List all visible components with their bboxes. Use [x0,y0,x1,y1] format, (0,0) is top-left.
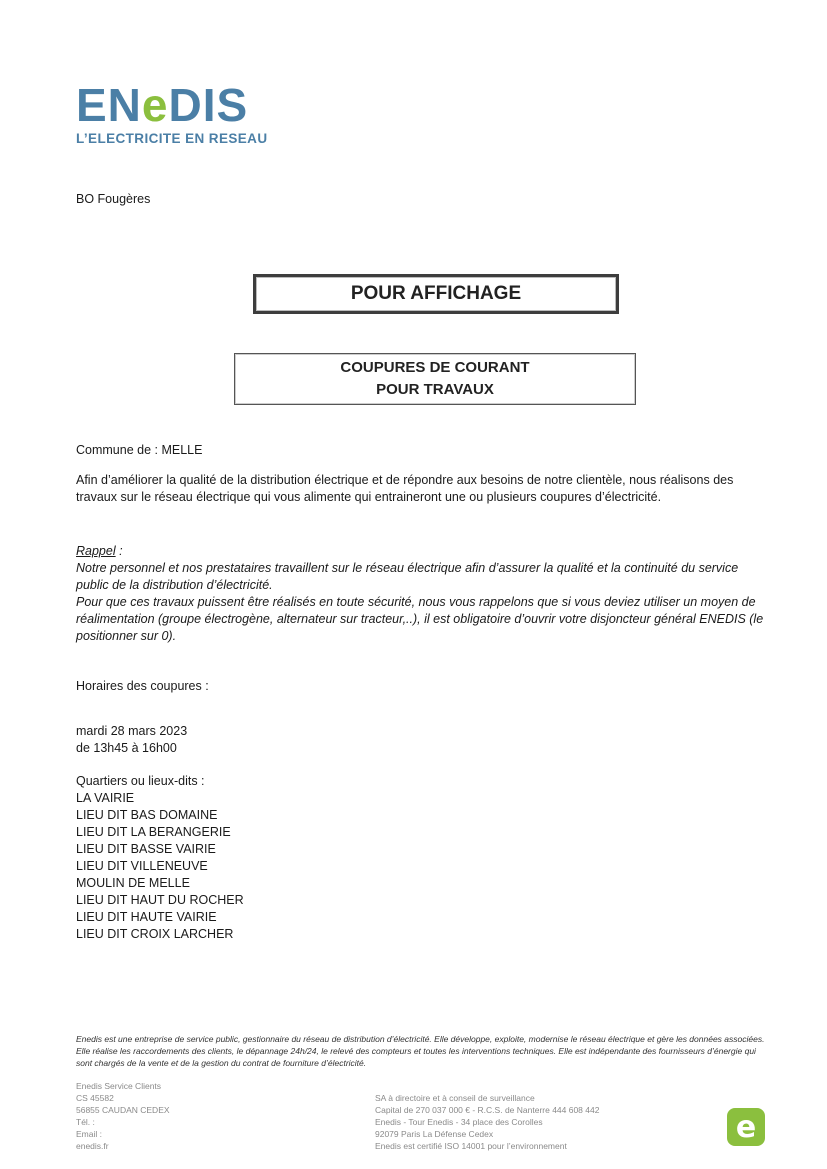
header-box [253,274,619,314]
footer-company-line: SA à directoire et à conseil de surveillance [375,1093,535,1103]
quartiers-label: Quartiers ou lieux-dits : [76,774,205,788]
list-item: LA VAIRIE [76,791,135,805]
footer-legal-text: Enedis est une entreprise de service public, gestionnaire du réseau de distribution d’électricité. Elle développe, exploite, modernise le réseau électrique et gère les données associées. Elle réalise les raccordements des clients, le dépannage 24h/24, le relevé des compteurs et toutes les interventions techniques. Elle est indépendante des fournisseurs d’énergie qui sont chargés de la vente et de la gestion du contrat de fourniture d’électricité. [76,1034,765,1068]
rappel-title: Rappel [76,544,116,558]
rappel-colon: : [115,544,123,558]
header-box-text: POUR AFFICHAGE [350,283,522,304]
list-item: MOULIN DE MELLE [76,876,190,890]
title-line-2: POUR TRAVAUX [376,381,494,398]
enedis-e-glyph: e [735,1109,757,1145]
list-item: LIEU DIT CROIX LARCHER [76,927,234,941]
footer-website-link[interactable]: enedis.fr [76,1141,109,1151]
intro-paragraph: Afin d’améliorer la qualité de la distribution électrique et de répondre aux besoins de notre clientèle, nous réalisons des travaux sur le réseau électrique qui vous alimente qui entraineront une ou plusieurs coupures d’électricité. [76,473,734,504]
footer-city: 56855 CAUDAN CEDEX [76,1105,170,1115]
footer-service-name: Enedis Service Clients [76,1081,162,1091]
footer-email-label: Email : [76,1129,102,1139]
list-item: LIEU DIT BAS DOMAINE [76,808,218,822]
schedule-date: mardi 28 mars 2023 [76,724,188,738]
list-item: LIEU DIT HAUTE VAIRIE [76,910,217,924]
schedule-time: de 13h45 à 16h00 [76,741,177,755]
footer-contact [76,1080,170,1152]
rappel-heading [76,543,766,560]
logo-tagline: L’ELECTRICITE EN RESEAU [76,131,268,146]
enedis-logo [76,79,249,131]
footer-company-line: Capital de 270 037 000 € - R.C.S. de Nanterre 444 608 442 [375,1105,600,1115]
logo-part-en: EN [76,79,142,131]
logo-part-e: e [141,79,169,131]
horaires-label: Horaires des coupures : [76,679,209,693]
footer-phone-label: Tél. : [76,1117,95,1127]
enedis-e-icon [727,1108,765,1146]
title-line-1: COUPURES DE COURANT [340,359,530,376]
logo-part-dis: DIS [168,79,249,131]
footer-cs: CS 45582 [76,1093,114,1103]
rappel-section [76,543,766,645]
footer-company-line: 92079 Paris La Défense Cedex [375,1129,494,1139]
schedule [76,723,187,757]
rappel-paragraph-1: Notre personnel et nos prestataires travaillent sur le réseau électrique afin d’assurer la qualité et la continuité du service public de la distribution d’électricité. [76,561,739,592]
footer-company-line: Enedis - Tour Enedis - 34 place des Corolles [375,1117,543,1127]
list-item: LIEU DIT HAUT DU ROCHER [76,893,244,907]
commune: Commune de : MELLE [76,443,203,457]
footer-company-line: Enedis est certifié ISO 14001 pour l’environnement [375,1141,567,1151]
list-item: LIEU DIT VILLENEUVE [76,859,208,873]
list-item: LIEU DIT LA BERANGERIE [76,825,231,839]
rappel-paragraph-2: Pour que ces travaux puissent être réalisés en toute sécurité, nous vous rappelons que si vous deviez utiliser un moyen de réalimentation (groupe électrogène, alternateur sur tracteur,..), il est obligatoire d’ouvrir votre disjoncteur général ENEDIS (le positionner sur 0). [76,595,764,643]
title-box [234,353,636,405]
quartiers-section [76,773,244,943]
list-item: LIEU DIT BASSE VAIRIE [76,842,216,856]
office-name: BO Fougères [76,192,151,206]
quartiers-list [76,790,244,943]
footer-company-info [375,1092,599,1152]
